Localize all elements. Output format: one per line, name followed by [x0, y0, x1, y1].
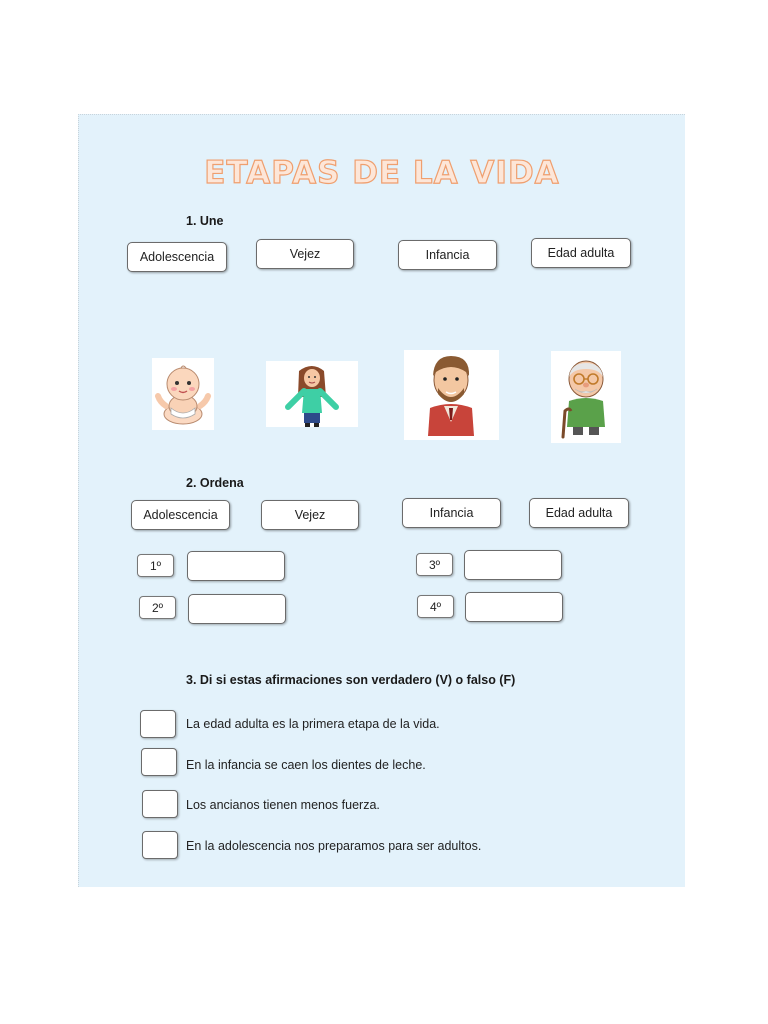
ordena-option-adolescencia[interactable]: Adolescencia	[131, 500, 230, 530]
statement-1: La edad adulta es la primera etapa de la vida.	[186, 717, 440, 731]
worksheet-title: ETAPAS DE LA VIDA	[204, 155, 560, 191]
une-option-infancia[interactable]: Infancia	[398, 240, 497, 270]
adult-man-image[interactable]	[404, 350, 499, 440]
vf-box-3[interactable]	[142, 790, 178, 818]
order-label-2: 2º	[139, 596, 176, 619]
ordena-option-infancia[interactable]: Infancia	[402, 498, 501, 528]
statement-2: En la infancia se caen los dientes de leche.	[186, 758, 426, 772]
order-label-1: 1º	[137, 554, 174, 577]
vf-box-2[interactable]	[141, 748, 177, 776]
section-1-heading: 1. Une	[186, 214, 224, 228]
une-option-adolescencia[interactable]: Adolescencia	[127, 242, 227, 272]
vf-box-1[interactable]	[140, 710, 176, 738]
order-slot-3[interactable]	[464, 550, 562, 580]
teen-girl-image[interactable]	[266, 361, 358, 427]
order-slot-1[interactable]	[187, 551, 285, 581]
baby-image[interactable]	[152, 358, 214, 430]
order-label-3: 3º	[416, 553, 453, 576]
vf-box-4[interactable]	[142, 831, 178, 859]
order-slot-4[interactable]	[465, 592, 563, 622]
section-3-heading: 3. Di si estas afirmaciones son verdadero (V) o falso (F)	[186, 673, 516, 687]
ordena-option-edad-adulta[interactable]: Edad adulta	[529, 498, 629, 528]
une-option-vejez[interactable]: Vejez	[256, 239, 354, 269]
order-slot-2[interactable]	[188, 594, 286, 624]
statement-3: Los ancianos tienen menos fuerza.	[186, 798, 380, 812]
elderly-man-image[interactable]	[551, 351, 621, 443]
statement-4: En la adolescencia nos preparamos para ser adultos.	[186, 839, 482, 853]
ordena-option-vejez[interactable]: Vejez	[261, 500, 359, 530]
une-option-edad-adulta[interactable]: Edad adulta	[531, 238, 631, 268]
order-label-4: 4º	[417, 595, 454, 618]
section-2-heading: 2. Ordena	[186, 476, 244, 490]
